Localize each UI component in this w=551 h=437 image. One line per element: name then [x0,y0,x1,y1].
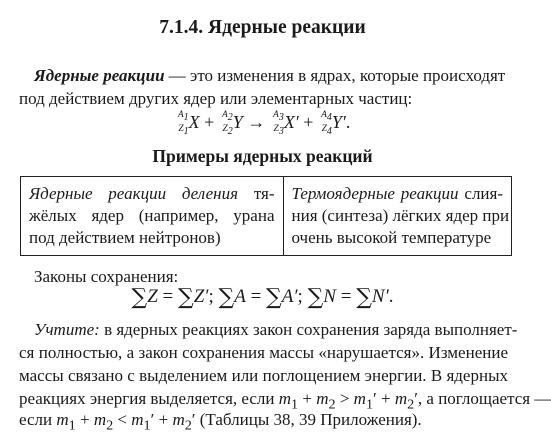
note-line-5: если $m_1 + m_2 < m_1' + m_2'$ (Таблицы 38, 39 Приложения). [19,410,422,434]
nuclide-Y: Y [232,112,243,132]
term-fusion: Термоядерные реакции [291,184,459,203]
nuclide-Y-prime: Y′ [331,112,346,132]
nuclide-3-indices: $A_3$ $Z_3$ [273,110,284,137]
fusion-cell [283,177,512,256]
examples-heading: Примеры ядерных реакций [152,146,373,166]
note-line-2: ся полностью, а закон сохранения массы «нарушается». Изменение [19,343,508,362]
nuclide-2-indices: $A_2$ $Z_2$ [221,110,233,137]
note-line-4: реакциях энергия выделяется, если $m_1 + m_2 > m_1' + m_2'$, а поглощается — [19,389,551,413]
fission-cell [21,177,284,256]
fusion-line-1: Термоядерные реакции слия- [291,184,504,203]
fission-line-1: Ядерные реакции деления тя- [29,184,275,203]
definition-line-1 [34,64,506,87]
nuclide-1-indices: $A_1$ $Z_1$ [177,110,189,137]
fission-line-2: жёлых ядер (например, урана [29,206,275,225]
note-line-1: Учтите: в ядерных реакциях закон сохранения заряда выполняет- [34,320,518,339]
nuclide-X-prime: X′ [283,112,299,132]
fusion-line-3: очень высокой температуре [291,228,492,247]
reaction-formula: $A_1$ $Z_1$ X + $A_2$ $Z_2$ Y → $A_3$ $Z_3$ X′ + $A_4$ $Z_4$ Y′. [0,112,525,135]
definition-line-2: под действием других ядер или элементарных частиц: [19,89,413,108]
section-title: 7.1.4. Ядерные реакции [159,17,366,38]
note-label: Учтите: [34,320,100,339]
nuclide-4-indices: $A_4$ $Z_4$ [321,110,332,137]
term-nuclear-reactions: Ядерные реакции [34,66,165,85]
conservation-label: Законы сохранения: [34,267,179,286]
reaction-types-table [20,176,512,256]
term-fission: Ядерные реакции деления [29,184,239,203]
note-line-3: массы связано с выделением или поглощением энергии. В ядерных [19,366,508,385]
fusion-line-2: ния (синтеза) лёгких ядер при [291,206,510,225]
nuclide-X: X [188,112,200,132]
fission-line-3: под действием нейтронов) [29,228,221,247]
definition-text-1: — это изменения в ядрах, которые происходят [164,66,506,85]
conservation-formula: ∑Z = ∑Z′; ∑A = ∑A′; ∑N = ∑N′. [131,285,394,310]
